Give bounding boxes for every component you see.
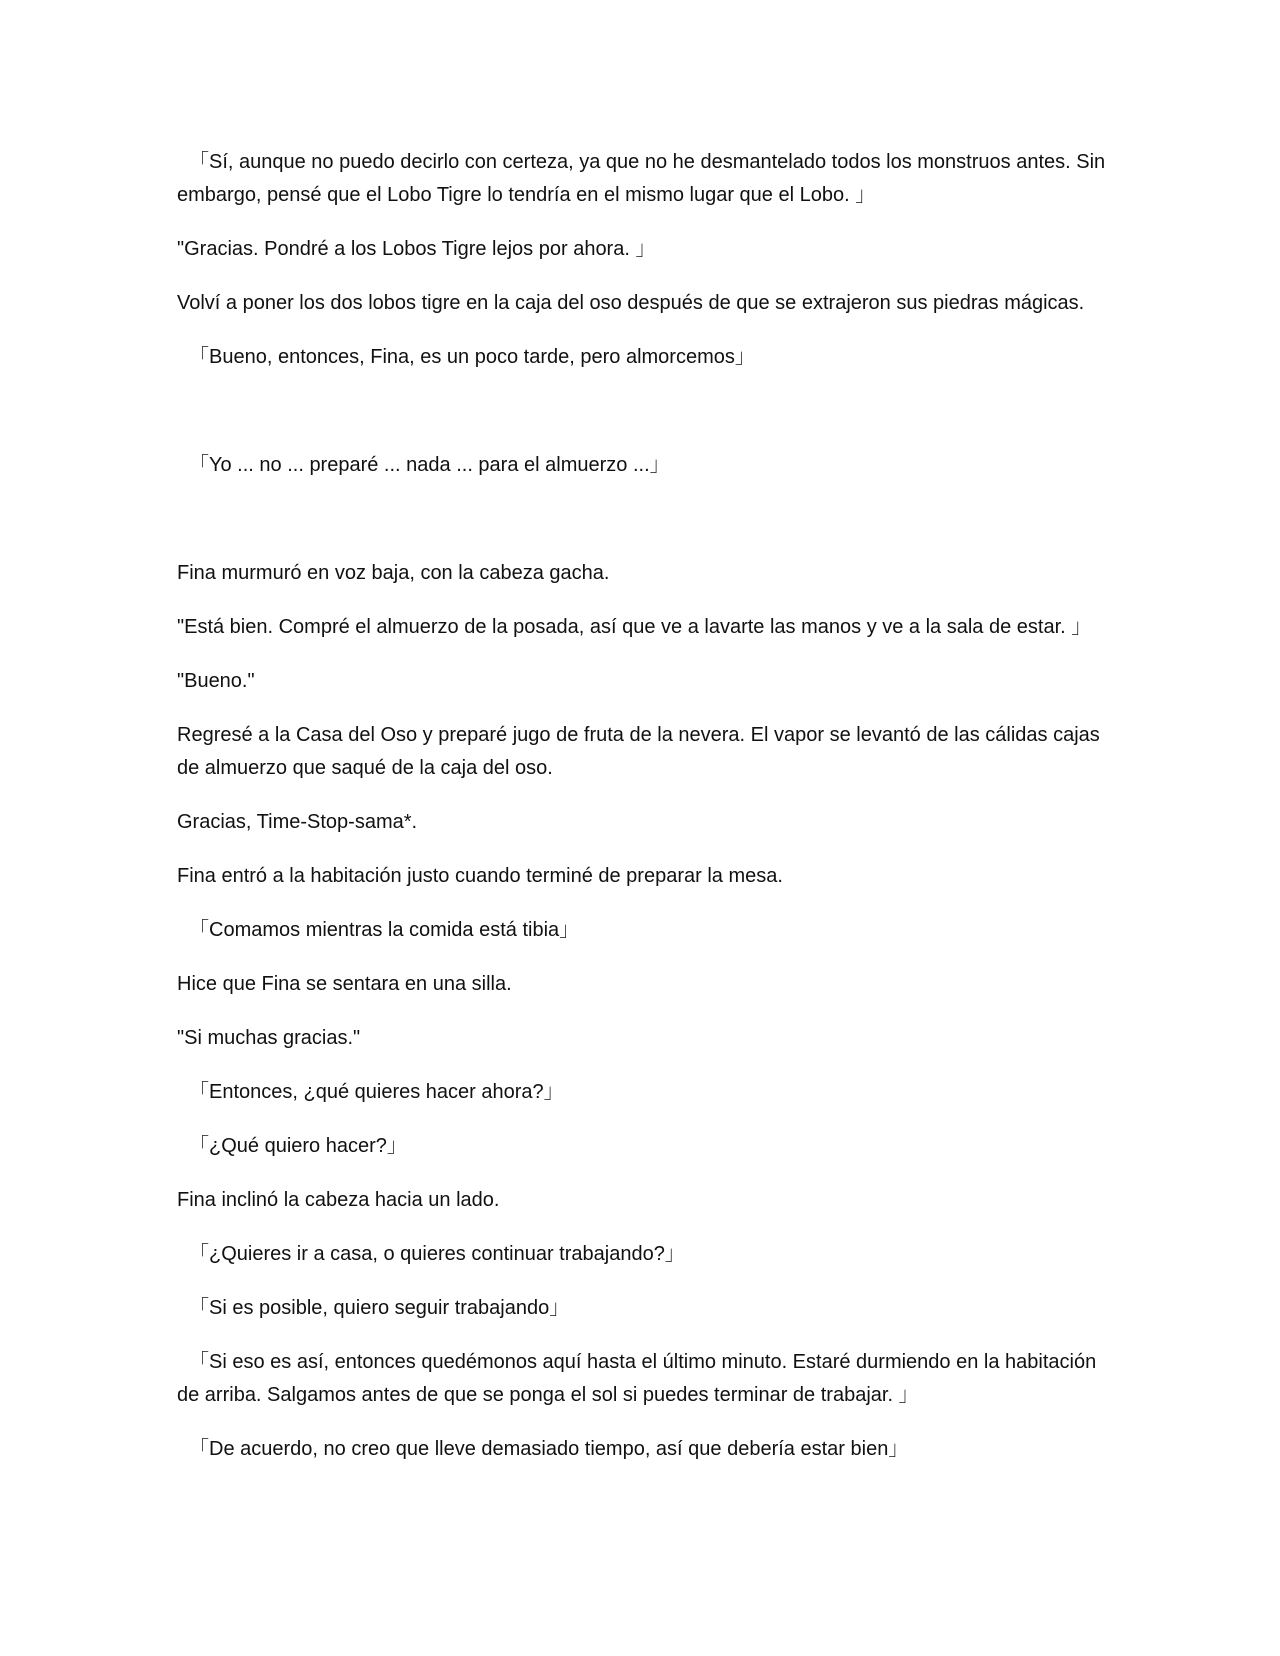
paragraph: Regresé a la Casa del Oso y preparé jugo de fruta de la nevera. El vapor se levantó de las cálidas cajas de almuerzo que saqué de la caja del oso. <box>177 724 1100 779</box>
paragraph: 「¿Qué quiero hacer?」 <box>189 1135 407 1157</box>
paragraph: "Gracias. Pondré a los Lobos Tigre lejos por ahora. 」 <box>177 238 656 260</box>
paragraph: 「De acuerdo, no creo que lleve demasiado tiempo, así que debería estar bien」 <box>189 1438 909 1460</box>
paragraph: Fina entró a la habitación justo cuando terminé de preparar la mesa. <box>177 865 783 887</box>
paragraph: Volví a poner los dos lobos tigre en la caja del oso después de que se extrajeron sus piedras mágicas. <box>177 292 1085 314</box>
paragraph: 「Bueno, entonces, Fina, es un poco tarde, pero almorcemos」 <box>189 346 755 368</box>
paragraph: 「Sí, aunque no puedo decirlo con certeza, ya que no he desmantelado todos los monstruos antes. Sin embargo, pensé que el Lobo Tigre lo tendría en el mismo lugar que el Lobo. 」 <box>177 151 1106 206</box>
document-body <box>177 146 1117 1487</box>
paragraph: Fina inclinó la cabeza hacia un lado. <box>177 1189 500 1211</box>
paragraph: 「Si es posible, quiero seguir trabajando」 <box>189 1297 570 1319</box>
paragraph: 「Si eso es así, entonces quedémonos aquí hasta el último minuto. Estaré durmiendo en la habitación de arriba. Salgamos antes de que se ponga el sol si puedes terminar de trabajar. 」 <box>177 1351 1097 1406</box>
paragraph: 「Comamos mientras la comida está tibia」 <box>189 919 580 941</box>
paragraph: Fina murmuró en voz baja, con la cabeza gacha. <box>177 562 610 584</box>
paragraph: 「Yo ... no ... preparé ... nada ... para el almuerzo ...」 <box>189 454 670 476</box>
paragraph: "Si muchas gracias." <box>177 1027 361 1049</box>
paragraph: "Está bien. Compré el almuerzo de la posada, así que ve a lavarte las manos y ve a la sala de estar. 」 <box>177 616 1092 638</box>
paragraph: 「Entonces, ¿qué quieres hacer ahora?」 <box>189 1081 564 1103</box>
paragraph: 「¿Quieres ir a casa, o quieres continuar trabajando?」 <box>189 1243 685 1265</box>
paragraph: "Bueno." <box>177 670 255 692</box>
paragraph: Hice que Fina se sentara en una silla. <box>177 973 512 995</box>
paragraph: Gracias, Time-Stop-sama*. <box>177 811 418 833</box>
